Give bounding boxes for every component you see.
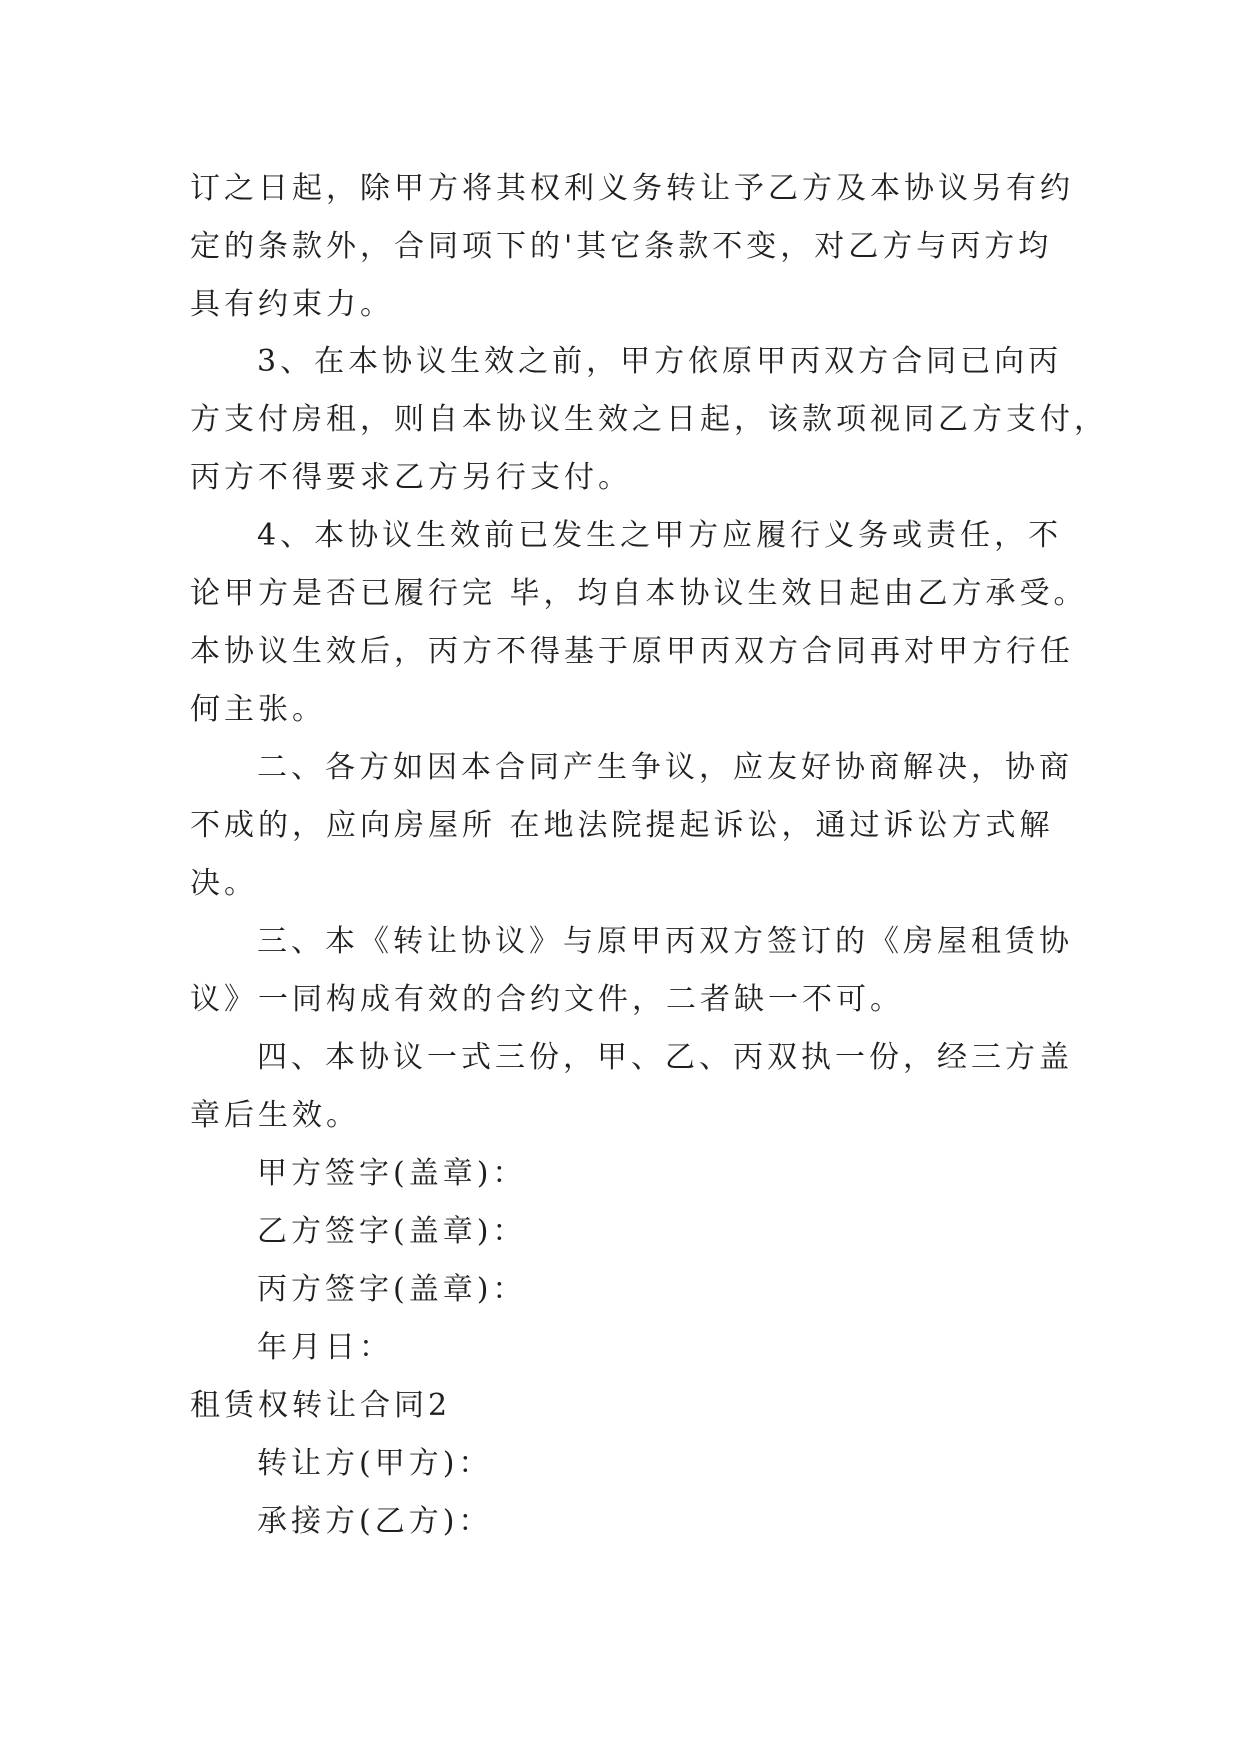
section-4-line: 四、本协议一式三份，甲、乙、丙双执一份，经三方盖 — [257, 1040, 1073, 1075]
document-section-title: 租赁权转让合同2 — [190, 1388, 452, 1423]
paragraph-line: 决。 — [190, 866, 258, 901]
paragraph-line: 订之日起，除甲方将其权利义务转让予乙方及本协议另有约 — [190, 171, 1074, 206]
date-line: 年月日： — [257, 1330, 393, 1365]
party-a-signature-line: 甲方签字(盖章)： — [257, 1156, 527, 1191]
section-2-line: 二、各方如因本合同产生争议，应友好协商解决，协商 — [257, 750, 1073, 785]
paragraph-line: 具有约束力。 — [190, 287, 394, 322]
paragraph-line: 章后生效。 — [190, 1098, 360, 1133]
clause-3-line: 3、在本协议生效之前，甲方依原甲丙双方合同已向丙 — [257, 344, 1063, 379]
paragraph-line: 不成的，应向房屋所 在地法院提起诉讼，通过诉讼方式解 — [190, 808, 1054, 843]
transferor-line: 转让方(甲方)： — [257, 1446, 493, 1481]
paragraph-line: 丙方不得要求乙方另行支付。 — [190, 460, 632, 495]
paragraph-line: 何主张。 — [190, 692, 326, 727]
paragraph-line: 方支付房租，则自本协议生效之日起，该款项视同乙方支付， — [190, 402, 1108, 437]
party-b-signature-line: 乙方签字(盖章)： — [257, 1214, 527, 1249]
paragraph-line: 议》一同构成有效的合约文件，二者缺一不可。 — [190, 982, 904, 1017]
clause-4-line: 4、本协议生效前已发生之甲方应履行义务或责任，不 — [257, 518, 1063, 553]
paragraph-line: 本协议生效后，丙方不得基于原甲丙双方合同再对甲方行任 — [190, 634, 1074, 669]
paragraph-line: 定的条款外，合同项下的'其它条款不变，对乙方与丙方均 — [190, 229, 1053, 264]
paragraph-line: 论甲方是否已履行完 毕，均自本协议生效日起由乙方承受。 — [190, 576, 1088, 611]
transferee-line: 承接方(乙方)： — [257, 1504, 493, 1539]
section-3-line: 三、本《转让协议》与原甲丙双方签订的《房屋租赁协 — [257, 924, 1073, 959]
party-c-signature-line: 丙方签字(盖章)： — [257, 1272, 527, 1307]
